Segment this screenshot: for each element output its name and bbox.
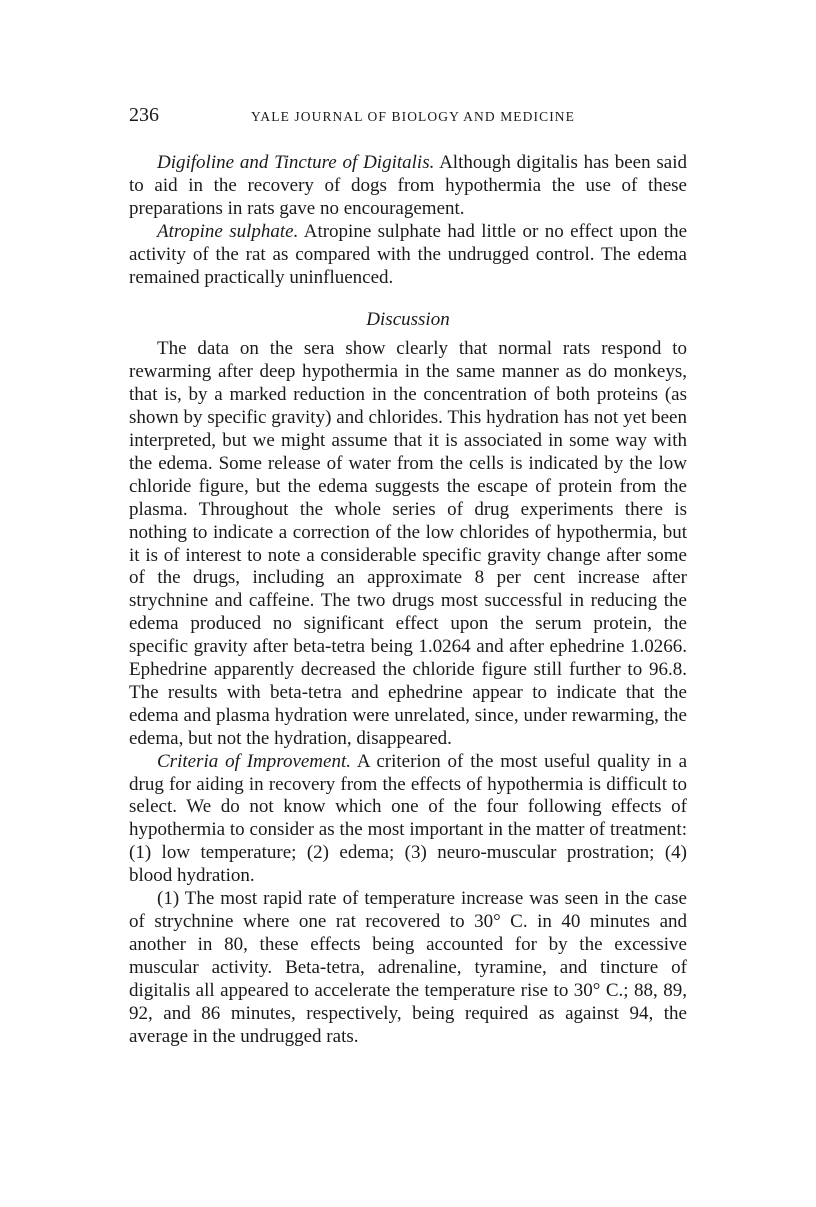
page-number: 236 <box>129 104 159 126</box>
paragraph-temperature: (1) The most rapid rate of temperature increase was seen in the case of strychnine where one rat recovered to 30° C. in 40 minutes and another in 80, these effects being accounted for by the excessive muscular activity. Beta-tetra, adrenaline, tyramine, and tincture of digitalis all appeared to accelerate the temperature rise to 30° C.; 88, 89, 92, and 86 minutes, respectively, being required as against 94, the average in the undrugged rats. <box>129 888 687 1047</box>
journal-title: YALE JOURNAL OF BIOLOGY AND MEDICINE <box>251 109 575 124</box>
paragraph-text: Although digitalis has been said to aid in the recovery of dogs from hypothermia the use of these preparations in rats gave no encouragement. <box>129 152 687 219</box>
running-head <box>129 104 687 132</box>
paragraph-digifoline <box>129 152 687 221</box>
run-in-heading-atropine: Atropine sulphate. <box>157 220 299 242</box>
paragraph-text: Atropine sulphate had little or no effect upon the activity of the rat as compared with the undrugged control. The edema remained practically uninfluenced. <box>129 220 688 288</box>
paragraph-text: A criterion of the most useful quality in a drug for aiding in recovery from the effects of hypothermia is difficult to select. We do not know which one of the four following effects of hypothermia to consider as the most important in the matter of treatment: (1) low temperature; (2) edema; (3) neuro-muscular prostration; (4) blood hydration. <box>129 750 688 887</box>
run-in-heading-digifoline: Digifoline and Tincture of Digitalis. <box>157 152 435 173</box>
section-heading-discussion: Discussion <box>366 309 450 331</box>
journal-page <box>129 104 687 1048</box>
run-in-heading-criteria: Criteria of Improvement. <box>157 750 351 772</box>
paragraph-criteria <box>129 751 687 888</box>
paragraph-discussion: The data on the sera show clearly that normal rats respond to rewarming after deep hypothermia in the same manner as do monkeys, that is, by a marked reduction in the concentration of both proteins (as shown by specific gravity) and chlorides. This hydration has not yet been interpreted, but we might assume that it is associated in some way with the edema. Some release of water from the cells is indicated by the low chloride figure, but the edema suggests the escape of protein from the plasma. Throughout the whole series of drug experiments there is nothing to indicate a correction of the low chlorides of hypothermia, but it is of interest to note a considerable specific gravity change after some of the drugs, including an approximate 8 per cent increase after strychnine and caffeine. The two drugs most successful in reducing the edema produced no significant effect upon the serum protein, the specific gravity after beta-tetra being 1.0264 and after ephedrine 1.0266. Ephedrine apparently decreased the chloride figure still further to 96.8. The results with beta-tetra and ephedrine appear to indicate that the edema and plasma hydration were unrelated, since, under rewarming, the edema, but not the hydration, disappeared. <box>129 338 687 749</box>
paragraph-atropine <box>129 221 687 290</box>
